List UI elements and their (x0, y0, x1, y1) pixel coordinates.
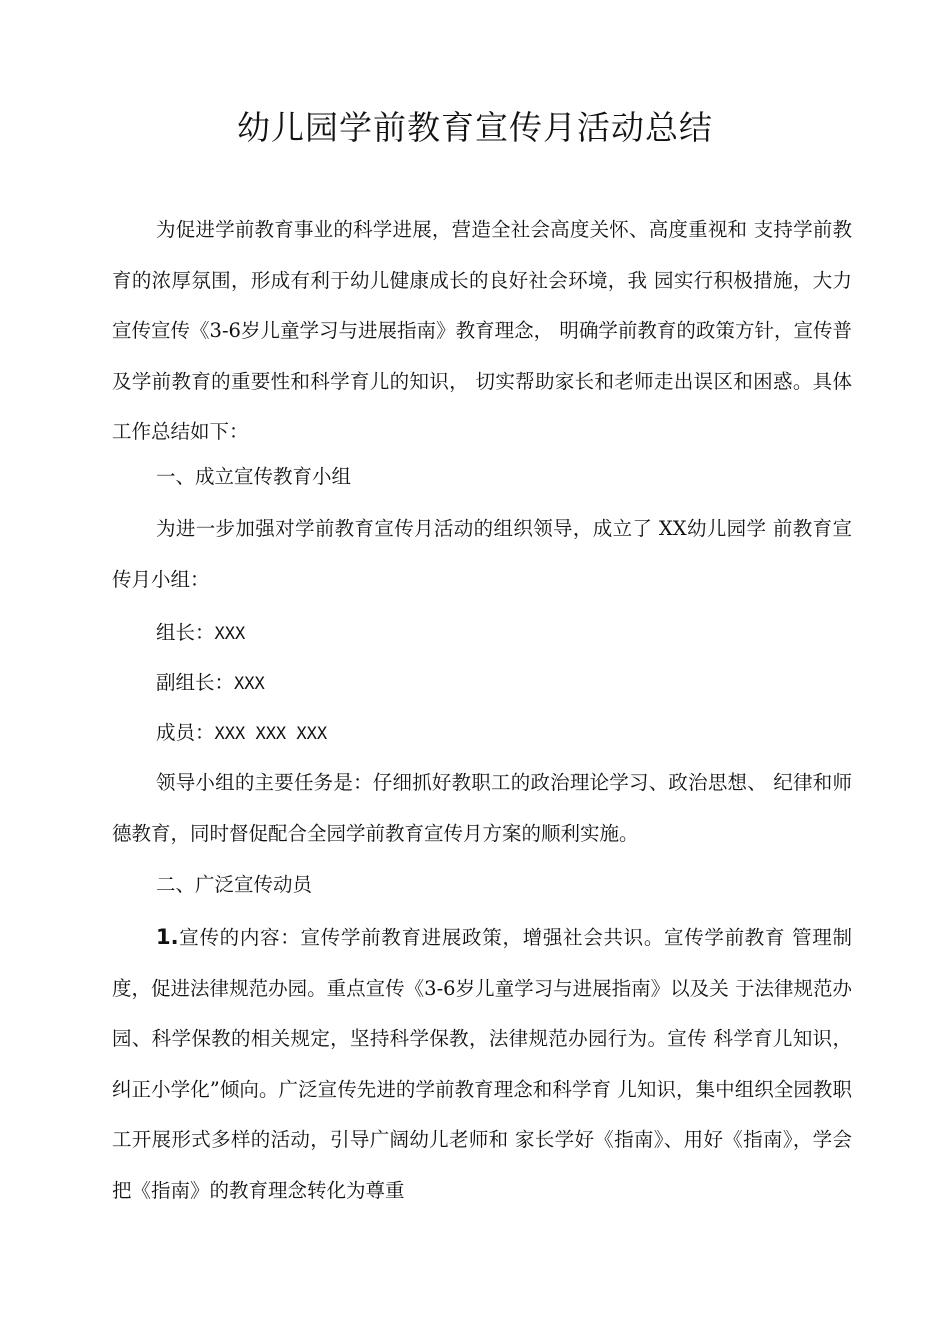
vice-leader-label: 副组长： (156, 671, 235, 694)
document-title: 幼儿园学前教育宣传月活动总结 (237, 108, 713, 147)
section-1-heading: 一、成立宣传教育小组 (156, 465, 352, 488)
section-2-item-1 (112, 912, 852, 1216)
members-value: XXX XXX XXX (214, 724, 328, 744)
section-2-heading: 二、广泛宣传动员 (156, 873, 313, 896)
members-label: 成员： (156, 721, 215, 744)
leader-label: 组长： (156, 621, 215, 644)
vice-leader-value: XXX (234, 674, 265, 694)
members-line (156, 708, 327, 759)
leader-value: XXX (214, 624, 246, 644)
item-1-text: 宣传的内容：宣传学前教育进展政策，增强社会共识。宣传学前教育 管理制度，促进法律规范办园。重点宣传《3-6岁儿童学习与进展指南》以及关 于法律规范办园、科学保教的相关规定，坚持科学保教，法律规范办园行为。宣传 科学育儿知识，纠正小学化”倾向。广泛宣传先进的学前教育理念和科学育 儿知识，集中组织全园教职工开展形式多样的活动，引导广阔幼儿老师和 家长学好《指南》、用好《指南》，学会把《指南》的教育理念转化为尊重 (112, 926, 852, 1202)
section-1-body: 为进一步加强对学前教育宣传月活动的组织领导，成立了 XX幼儿园学 前教育宣传月小组： (112, 517, 852, 591)
tasks-paragraph: 领导小组的主要任务是：仔细抓好教职工的政治理论学习、政治思想、 纪律和师德教育，同时督促配合全园学前教育宣传月方案的顺利实施。 (112, 771, 852, 845)
vice-leader-line (156, 658, 265, 709)
intro-paragraph: 为促进学前教育事业的科学进展，营造全社会高度关怀、高度重视和 支持学前教育的浓厚氛围，形成有利于幼儿健康成长的良好社会环境，我 园实行积极措施，大力宣传宣传《3-6岁儿童学习与进展指南》教育理念， 明确学前教育的政策方针，宣传普及学前教育的重要性和科学育儿的知识， 切实帮助家长和老师走出误区和困惑。具体工作总结如下： (112, 218, 852, 443)
leader-line (156, 608, 245, 659)
item-1-number: 1. (156, 925, 179, 949)
